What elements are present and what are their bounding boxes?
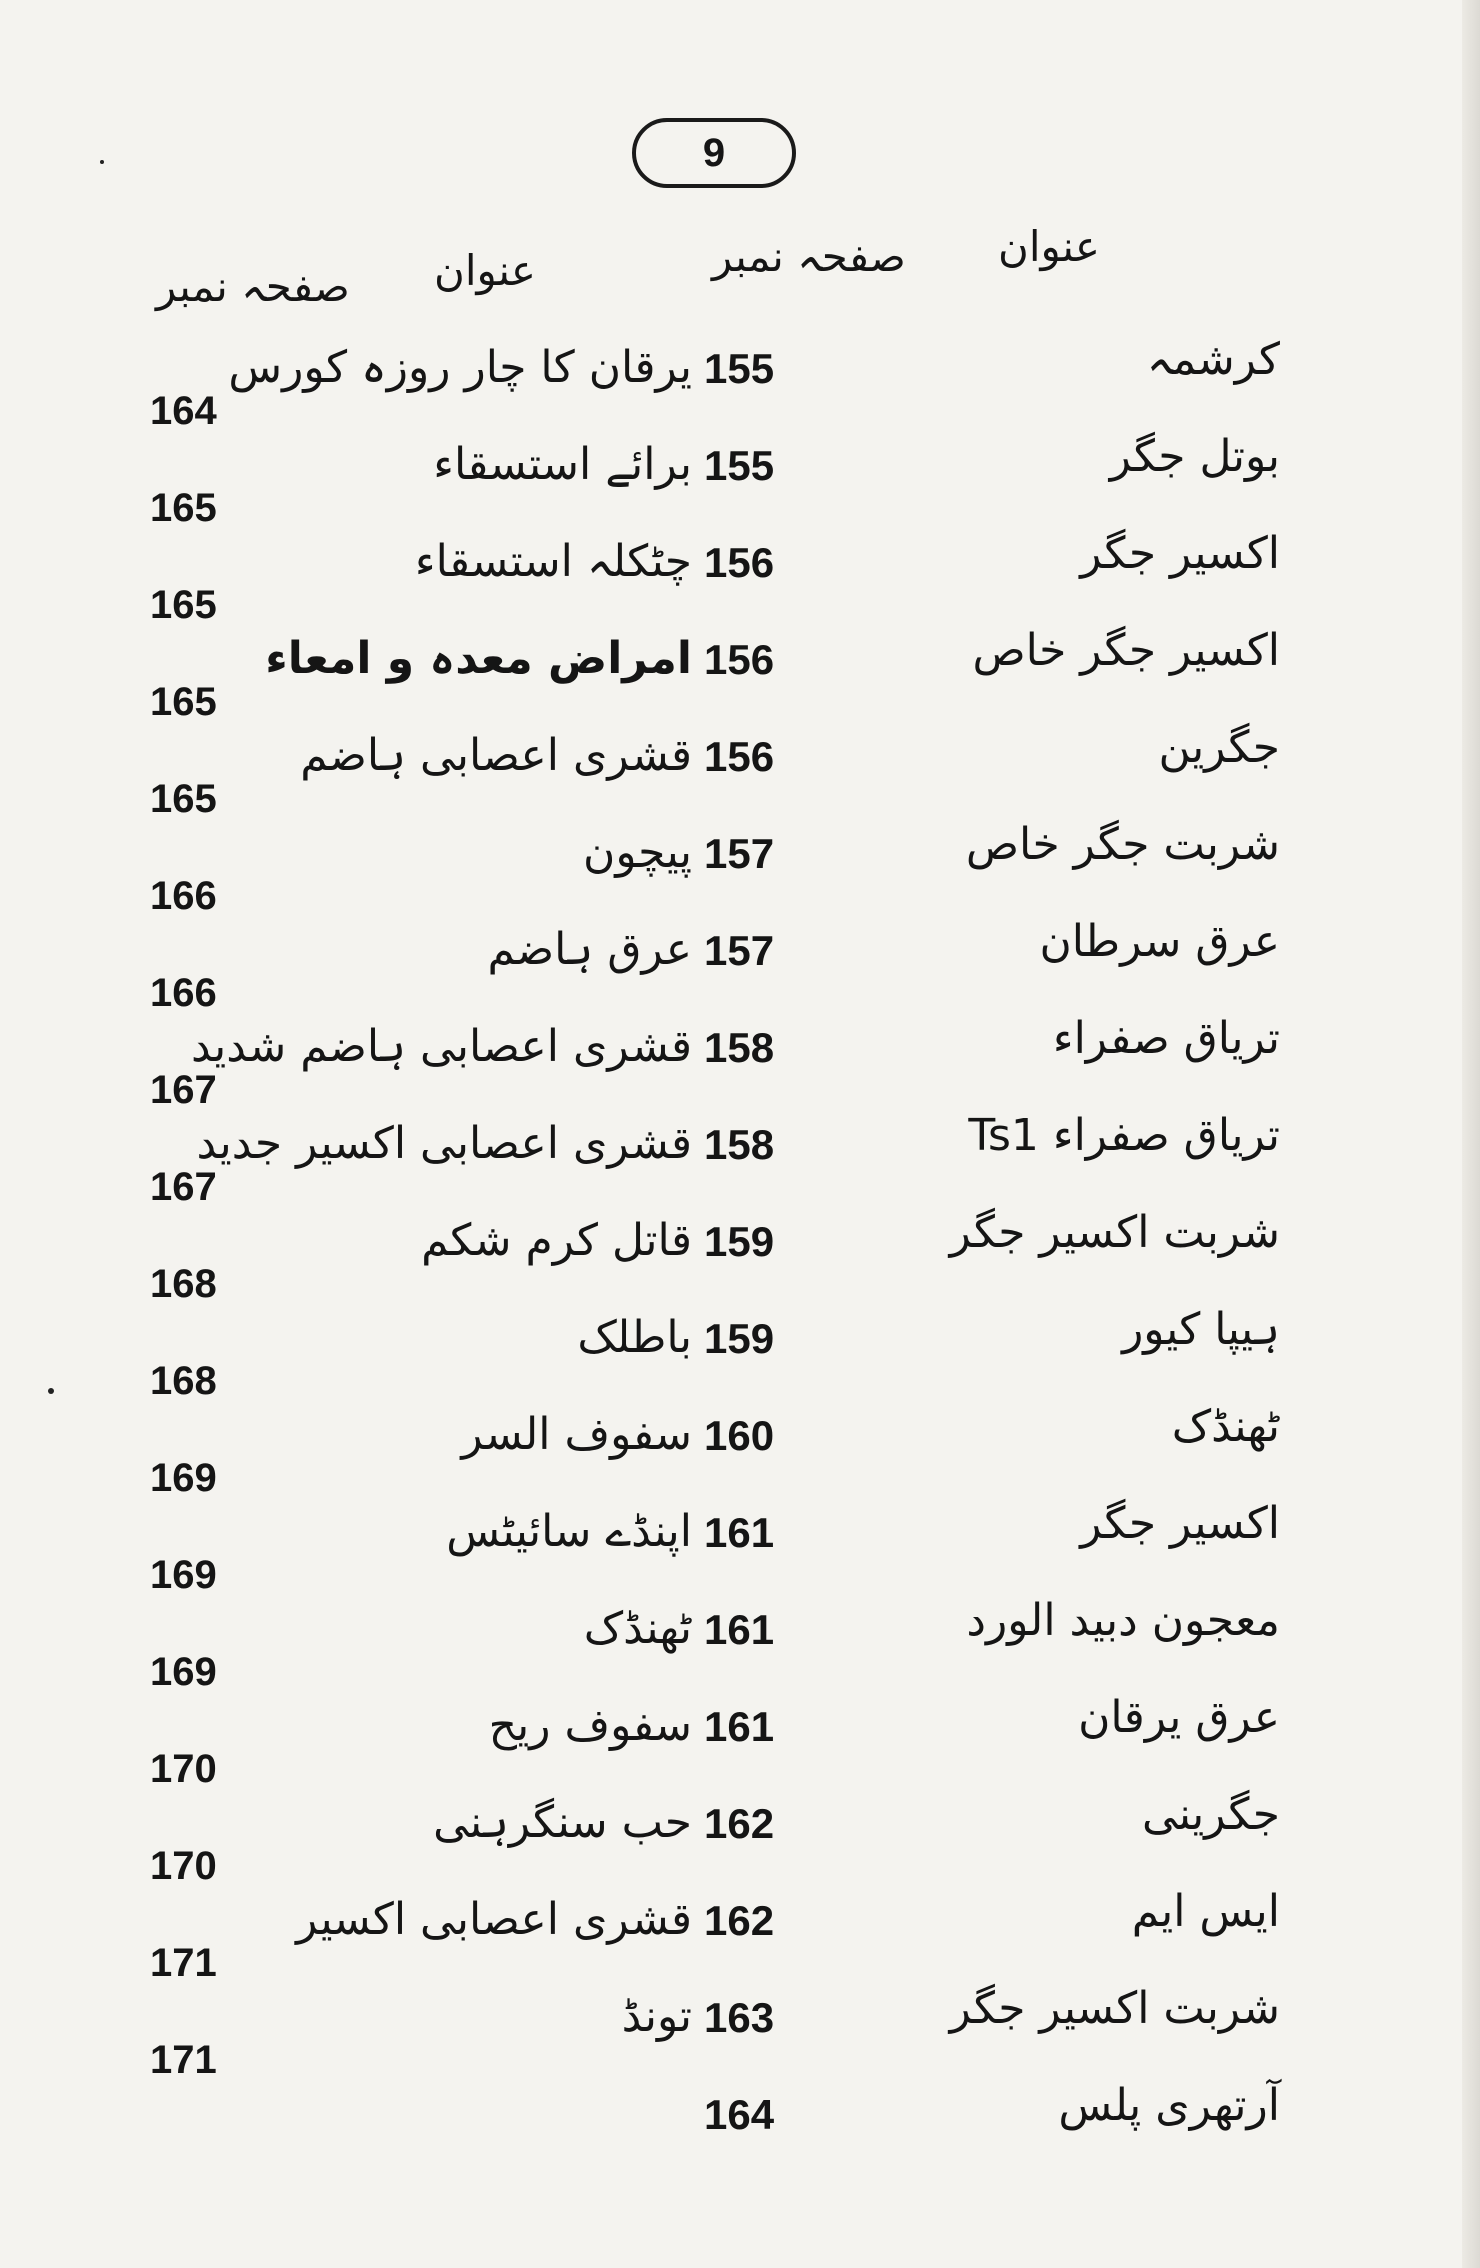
toc-entry-middle-title: ٹھنڈک [583, 1603, 692, 1654]
toc-entry-middle-page: 161 [704, 1703, 775, 1750]
toc-entry-left-page: 165 [150, 777, 217, 821]
toc-row [0, 1009, 1480, 1112]
paper-speck [100, 160, 104, 164]
heading-middle-title: عنوان [434, 246, 536, 295]
toc-entry-left-page: 167 [150, 1068, 217, 1112]
toc-row [0, 621, 1480, 724]
toc-entry-middle-page: 155 [704, 442, 775, 489]
toc-entry-middle-title: حب سنگرہنی [433, 1797, 692, 1848]
toc-entry-middle-title: سفوف السر [461, 1409, 692, 1460]
toc-row [0, 1882, 1480, 1985]
toc-entry-right-title: شربت اکسیر جگر [949, 1207, 1280, 1258]
toc-entry-middle-title: تونڈ [621, 1991, 692, 2042]
toc-entry-left-page: 166 [150, 971, 217, 1015]
toc-entry-middle-page: 159 [704, 1315, 775, 1362]
toc-entry-middle-page: 156 [704, 733, 775, 780]
toc-entry-left-page: 170 [150, 1844, 217, 1888]
toc-entry-middle-title: برائے استسقاء [433, 439, 692, 490]
heading-left-page: صفحہ نمبر [156, 262, 350, 311]
toc-entry-middle-page: 160 [704, 1412, 775, 1459]
toc-entry-left-page: 169 [150, 1456, 217, 1500]
toc-entry-right-title: اکسیر جگر خاص [972, 625, 1280, 676]
toc-entry-middle-title: قاتل کرم شکم [421, 1215, 692, 1266]
toc-entry-left-page: 166 [150, 874, 217, 918]
toc-entry-middle-page: 164 [704, 2091, 775, 2138]
toc-entry-left-page: 169 [150, 1650, 217, 1694]
page-number: 9 [702, 130, 726, 175]
toc-entry-middle-page: 157 [704, 927, 775, 974]
heading-right-title: عنوان [998, 222, 1100, 271]
toc-row [0, 524, 1480, 627]
toc-entry-middle-title: امراض معدہ و امعاء [265, 633, 692, 684]
toc-entry-middle-page: 158 [704, 1121, 775, 1168]
toc-row [0, 427, 1480, 530]
toc-entry-middle-title: اپنڈے سائیٹس [446, 1506, 692, 1557]
toc-row [0, 1785, 1480, 1888]
toc-row [0, 1106, 1480, 1209]
toc-entry-middle-page: 162 [704, 1800, 775, 1847]
toc-entry-middle-title: چٹکلہ استسقاء [414, 536, 692, 587]
toc-entry-right-title: ہیپا کیور [1122, 1304, 1280, 1355]
toc-entry-left-page: 165 [150, 583, 217, 627]
toc-row [0, 330, 1480, 433]
toc-entry-left-page: 170 [150, 1747, 217, 1791]
toc-entry-middle-title: قشری اعصابی اکسیر [296, 1894, 692, 1945]
toc-entry-left-page: 164 [150, 389, 217, 433]
toc-entry-right-title: آرتھری پلس [1058, 2080, 1280, 2131]
toc-entry-left-page: 168 [150, 1359, 217, 1403]
toc-row [0, 2076, 1480, 2173]
toc-entry-left-page: 171 [150, 1941, 217, 1985]
toc-entry-right-title: کرشمہ [1146, 334, 1280, 385]
toc-entry-middle-page: 161 [704, 1606, 775, 1653]
toc-entry-middle-page: 159 [704, 1218, 775, 1265]
toc-entry-right-title: جگرین [1158, 722, 1280, 773]
toc-entry-right-title: بوتل جگر [1109, 431, 1280, 482]
toc-entry-middle-page: 156 [704, 539, 775, 586]
toc-entry-middle-page: 156 [704, 636, 775, 683]
toc-entry-left-page: 169 [150, 1553, 217, 1597]
toc-entry-left-page: 165 [150, 680, 217, 724]
table-of-contents [0, 330, 1480, 2173]
page-number-badge [632, 118, 796, 188]
paper-speck [48, 1388, 54, 1394]
toc-entry-right-title: عرق یرقان [1078, 1692, 1280, 1743]
toc-entry-middle-page: 157 [704, 830, 775, 877]
toc-entry-right-title: عرق سرطان [1039, 916, 1280, 967]
toc-entry-right-title: اکسیر جگر [1080, 1498, 1280, 1549]
toc-row [0, 718, 1480, 821]
toc-entry-right-title: ٹھنڈک [1171, 1401, 1280, 1452]
toc-entry-left-page: 168 [150, 1262, 217, 1306]
toc-row [0, 1203, 1480, 1306]
heading-middle-page: صفحہ نمبر [712, 232, 906, 281]
toc-entry-middle-title: قشری اعصابی ہاضم شدید [190, 1021, 692, 1072]
toc-entry-middle-page: 161 [704, 1509, 775, 1556]
toc-entry-middle-title: یرقان کا چار روزہ کورس [228, 342, 692, 393]
toc-row [0, 1397, 1480, 1500]
toc-entry-right-title: اکسیر جگر [1080, 528, 1280, 579]
toc-row [0, 1300, 1480, 1403]
toc-entry-right-title: تریاق صفراء Ts1 [968, 1110, 1280, 1161]
toc-row [0, 912, 1480, 1015]
toc-entry-middle-page: 162 [704, 1897, 775, 1944]
toc-entry-left-page: 171 [150, 2038, 217, 2082]
toc-entry-right-title: معجون دبید الورد [966, 1595, 1280, 1646]
toc-entry-middle-title: قشری اعصابی ہاضم [300, 730, 692, 781]
toc-row [0, 1494, 1480, 1597]
toc-entry-right-title: شربت اکسیر جگر [949, 1983, 1280, 2034]
toc-row [0, 815, 1480, 918]
toc-entry-middle-title: پیچون [583, 827, 692, 878]
toc-row [0, 1688, 1480, 1791]
toc-entry-middle-page: 155 [704, 345, 775, 392]
toc-entry-middle-title: قشری اعصابی اکسیر جدید [196, 1118, 692, 1169]
toc-entry-left-page: 165 [150, 486, 217, 530]
toc-entry-middle-page: 163 [704, 1994, 775, 2041]
toc-entry-right-title: جگرینی [1142, 1789, 1280, 1840]
toc-entry-right-title: ایس ایم [1131, 1886, 1280, 1937]
toc-entry-middle-page: 158 [704, 1024, 775, 1071]
toc-row [0, 1979, 1480, 2082]
toc-entry-middle-title: باطلک [577, 1312, 692, 1363]
toc-entry-right-title: تریاق صفراء [1052, 1013, 1280, 1064]
toc-entry-middle-title: سفوف ریح [488, 1700, 692, 1751]
toc-row [0, 1591, 1480, 1694]
toc-entry-right-title: شربت جگر خاص [965, 819, 1280, 870]
toc-entry-left-page: 167 [150, 1165, 217, 1209]
toc-entry-middle-title: عرق ہاضم [487, 924, 692, 975]
